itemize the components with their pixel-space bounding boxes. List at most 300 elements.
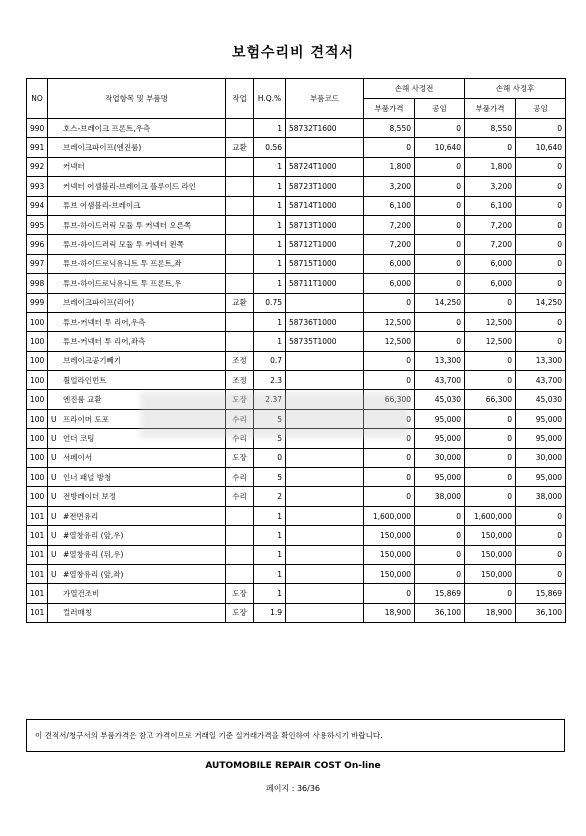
row-no: 997 [27,254,48,273]
row-u-flag: U [51,433,57,443]
row-before-labor: 0 [415,254,465,273]
row-item [48,526,226,545]
row-no: 100 [27,409,48,428]
table-row [27,584,566,603]
row-job [226,177,254,196]
row-item [48,293,226,312]
row-u-flag: U [51,511,57,521]
header-code: 부품코드 [286,79,364,119]
row-before-labor: 13,300 [415,351,465,370]
row-job: 수리 [226,409,254,428]
row-before-parts-price: 0 [364,429,415,448]
row-after-labor: 14,250 [516,293,566,312]
row-after-labor: 43,700 [516,371,566,390]
row-job [226,526,254,545]
row-before-parts-price: 6,000 [364,254,415,273]
row-job [226,235,254,254]
header-after-group: 손해 사정후 [465,79,566,99]
row-after-labor: 15,869 [516,584,566,603]
row-item [48,196,226,215]
row-part-code [286,564,364,583]
table-row [27,506,566,525]
header-hq: H.Q.% [254,79,286,119]
row-part-code [286,526,364,545]
row-item-name: 튜브-커넥터 투 리어,좌측 [63,336,146,346]
row-after-parts-price: 150,000 [465,564,516,583]
row-after-parts-price: 0 [465,429,516,448]
row-before-parts-price: 0 [364,409,415,428]
row-before-parts-price: 8,550 [364,119,415,138]
row-job: 수리 [226,468,254,487]
row-hq: 2 [254,487,286,506]
table-row [27,254,566,273]
table-row [27,526,566,545]
row-before-parts-price: 0 [364,371,415,390]
header-item: 작업항목 및 부품명 [48,79,226,119]
row-after-parts-price: 0 [465,487,516,506]
row-no: 991 [27,138,48,157]
row-before-parts-price: 0 [364,584,415,603]
row-job: 교환 [226,138,254,157]
row-after-labor: 0 [516,332,566,351]
row-item-name: 튜브-하이드로닉유니트 투 프론트,좌 [63,259,182,269]
row-no: 100 [27,351,48,370]
row-job [226,564,254,583]
price-notice: 이 견적서/청구서의 부품가격은 참고 가격이므로 거래일 기준 실거래가격을 확인하여 사용하시기 바랍니다. [26,719,565,752]
row-part-code [286,138,364,157]
row-job [226,545,254,564]
row-item-name: #열창유리 (앞,우) [63,530,124,540]
row-hq: 1 [254,506,286,525]
row-no: 990 [27,119,48,138]
table-row [27,119,566,138]
row-hq: 2.37 [254,390,286,409]
row-u-flag: U [51,569,57,579]
row-before-labor: 0 [415,196,465,215]
row-item-name: 커넥터 [63,162,85,172]
row-after-labor: 0 [516,196,566,215]
row-before-parts-price: 0 [364,468,415,487]
row-no: 998 [27,274,48,293]
row-item [48,119,226,138]
row-hq: 1 [254,332,286,351]
row-no: 101 [27,506,48,525]
row-job [226,157,254,176]
row-u-flag: U [51,550,57,560]
row-hq: 0.7 [254,351,286,370]
table-row [27,196,566,215]
row-before-parts-price: 150,000 [364,545,415,564]
row-before-labor: 95,000 [415,409,465,428]
row-no: 101 [27,526,48,545]
row-part-code [286,603,364,622]
row-hq: 5 [254,409,286,428]
row-after-parts-price: 6,000 [465,254,516,273]
row-item-name: 휠얼라인먼트 [63,375,107,385]
row-item [48,371,226,390]
row-after-labor: 95,000 [516,468,566,487]
row-after-parts-price: 0 [465,584,516,603]
row-after-parts-price: 0 [465,351,516,370]
row-hq: 0 [254,448,286,467]
row-item-name: 서페이서 [63,453,92,463]
row-no: 996 [27,235,48,254]
row-before-labor: 0 [415,215,465,234]
header-before-group: 손해 사정전 [364,79,465,99]
row-before-parts-price: 1,600,000 [364,506,415,525]
row-item-name: 컬러매칭 [63,608,92,618]
row-before-parts-price: 12,500 [364,332,415,351]
row-before-parts-price: 6,000 [364,274,415,293]
table-row [27,235,566,254]
row-item-name: 튜브-하이드로닉유니트 투 프론트,우 [63,278,182,288]
row-after-parts-price: 0 [465,371,516,390]
row-item [48,254,226,273]
row-job [226,196,254,215]
page-number: 페이지 : 36/36 [265,784,321,793]
row-item [48,564,226,583]
row-job [226,332,254,351]
footer-title: AUTOMOBILE REPAIR COST On-line [205,761,381,771]
header-before-labor: 공임 [415,99,465,119]
row-after-labor: 95,000 [516,409,566,428]
row-before-labor: 0 [415,157,465,176]
row-hq: 0.75 [254,293,286,312]
row-hq: 1 [254,584,286,603]
row-item [48,138,226,157]
row-item-name: 인너 패널 방청 [63,472,112,482]
header-job: 작업 [226,79,254,119]
row-after-labor: 36,100 [516,603,566,622]
row-before-parts-price: 150,000 [364,526,415,545]
row-before-labor: 0 [415,235,465,254]
row-before-labor: 0 [415,332,465,351]
row-no: 100 [27,332,48,351]
header-before-parts: 부품가격 [364,99,415,119]
row-part-code [286,584,364,603]
row-after-parts-price: 1,600,000 [465,506,516,525]
row-item [48,487,226,506]
row-item [48,177,226,196]
row-before-labor: 30,000 [415,448,465,467]
row-after-labor: 0 [516,506,566,525]
row-job [226,506,254,525]
row-hq: 5 [254,468,286,487]
row-part-code [286,545,364,564]
row-before-labor: 38,000 [415,487,465,506]
row-part-code [286,371,364,390]
row-job: 교환 [226,293,254,312]
row-item [48,215,226,234]
row-part-code [286,506,364,525]
row-after-parts-price: 0 [465,293,516,312]
table-row [27,603,566,622]
row-before-parts-price: 7,200 [364,215,415,234]
row-job: 도장 [226,584,254,603]
row-no: 100 [27,448,48,467]
estimate-table [26,78,566,623]
row-item-name: 전방레이더 보정 [63,492,117,502]
row-hq: 1 [254,312,286,331]
row-after-parts-price: 18,900 [465,603,516,622]
row-u-flag: U [51,492,57,502]
row-item-name: 브레이크공기빼기 [63,356,121,366]
row-hq: 2.3 [254,371,286,390]
row-item [48,603,226,622]
row-after-parts-price: 3,200 [465,177,516,196]
row-part-code: 58724T1000 [286,157,364,176]
row-item-name: 커넥터 어셈블리-브레이크 플루이드 라인 [63,181,197,191]
row-job [226,119,254,138]
row-hq: 1 [254,526,286,545]
row-no: 100 [27,390,48,409]
row-after-parts-price: 8,550 [465,119,516,138]
header-no: NO [27,79,48,119]
row-before-parts-price: 66,300 [364,390,415,409]
row-item-name: #열창유리 (앞,좌) [63,569,124,579]
table-row [27,545,566,564]
row-hq: 5 [254,429,286,448]
row-job [226,312,254,331]
row-before-labor: 45,030 [415,390,465,409]
row-item-name: 호스-브레이크 프론트,우측 [63,123,151,133]
row-item-name: 튜브 어셈블리-브레이크 [63,201,141,211]
header-after-parts: 부품가격 [465,99,516,119]
row-hq: 1 [254,235,286,254]
row-no: 101 [27,564,48,583]
row-hq: 1 [254,545,286,564]
row-before-parts-price: 1,800 [364,157,415,176]
row-part-code: 58732T1600 [286,119,364,138]
row-item-name: 튜브-커넥터 투 리어,우측 [63,317,146,327]
row-after-labor: 0 [516,157,566,176]
row-after-parts-price: 12,500 [465,312,516,331]
row-before-parts-price: 18,900 [364,603,415,622]
row-part-code: 58735T1000 [286,332,364,351]
row-after-labor: 0 [516,119,566,138]
row-part-code: 58723T1000 [286,177,364,196]
row-hq: 1 [254,274,286,293]
row-before-labor: 43,700 [415,371,465,390]
row-hq: 1 [254,215,286,234]
row-part-code: 58712T1000 [286,235,364,254]
row-no: 999 [27,293,48,312]
row-after-labor: 0 [516,235,566,254]
row-hq: 1 [254,119,286,138]
row-item-name: #열창유리 (뒤,우) [63,550,124,560]
table-row [27,177,566,196]
row-item [48,448,226,467]
row-item [48,584,226,603]
row-hq: 1.9 [254,603,286,622]
row-u-flag: U [51,414,57,424]
row-after-parts-price: 0 [465,448,516,467]
row-before-labor: 15,869 [415,584,465,603]
row-item-name: 튜브-하이드러릭 모듈 투 커넥터 오른쪽 [63,220,192,230]
row-before-labor: 0 [415,177,465,196]
table-row [27,274,566,293]
row-no: 992 [27,157,48,176]
row-before-labor: 10,640 [415,138,465,157]
header-after-labor: 공임 [516,99,566,119]
row-part-code [286,351,364,370]
row-after-parts-price: 66,300 [465,390,516,409]
row-no: 993 [27,177,48,196]
row-before-labor: 36,100 [415,603,465,622]
row-before-parts-price: 0 [364,448,415,467]
row-job [226,274,254,293]
row-item [48,351,226,370]
row-before-parts-price: 7,200 [364,235,415,254]
row-hq: 1 [254,564,286,583]
row-item [48,235,226,254]
row-part-code: 58715T1000 [286,254,364,273]
row-after-parts-price: 7,200 [465,215,516,234]
row-no: 101 [27,545,48,564]
row-job [226,215,254,234]
table-row [27,157,566,176]
row-before-labor: 95,000 [415,468,465,487]
row-hq: 1 [254,157,286,176]
row-hq: 0.56 [254,138,286,157]
row-after-parts-price: 0 [465,409,516,428]
row-job: 조정 [226,351,254,370]
row-item [48,274,226,293]
row-item [48,468,226,487]
row-job: 수리 [226,429,254,448]
row-no: 100 [27,371,48,390]
row-after-labor: 30,000 [516,448,566,467]
row-after-parts-price: 150,000 [465,545,516,564]
row-before-labor: 0 [415,545,465,564]
row-after-labor: 45,030 [516,390,566,409]
row-item-name: 튜브-하이드러릭 모듈 투 커넥터 왼쪽 [63,240,184,250]
row-before-parts-price: 3,200 [364,177,415,196]
row-item [48,157,226,176]
table-row [27,312,566,331]
row-part-code: 58711T1000 [286,274,364,293]
row-part-code [286,293,364,312]
row-before-parts-price: 6,100 [364,196,415,215]
row-u-flag: U [51,472,57,482]
row-item [48,545,226,564]
row-no: 994 [27,196,48,215]
row-part-code: 58713T1000 [286,215,364,234]
row-no: 100 [27,429,48,448]
row-before-parts-price: 150,000 [364,564,415,583]
row-before-parts-price: 0 [364,487,415,506]
row-after-labor: 95,000 [516,429,566,448]
row-before-labor: 0 [415,312,465,331]
row-before-parts-price: 0 [364,293,415,312]
row-after-labor: 0 [516,312,566,331]
row-before-labor: 0 [415,564,465,583]
table-row [27,215,566,234]
document-title: 보험수리비 견적서 [231,45,355,61]
row-u-flag: U [51,453,57,463]
row-before-labor: 0 [415,274,465,293]
row-after-labor: 0 [516,564,566,583]
row-after-labor: 10,640 [516,138,566,157]
table-row [27,293,566,312]
row-after-parts-price: 7,200 [465,235,516,254]
table-row [27,448,566,467]
row-part-code: 58714T1000 [286,196,364,215]
row-part-code [286,487,364,506]
row-item-name: 브레이크파이프(엔진룸) [63,143,142,153]
row-hq: 1 [254,177,286,196]
table-row [27,487,566,506]
table-row [27,351,566,370]
row-no: 100 [27,312,48,331]
row-after-parts-price: 150,000 [465,526,516,545]
row-after-parts-price: 6,000 [465,274,516,293]
row-before-parts-price: 0 [364,351,415,370]
row-no: 101 [27,584,48,603]
table-row [27,138,566,157]
row-item-name: 엔진룸 교환 [63,395,102,405]
row-before-labor: 0 [415,506,465,525]
row-job: 도장 [226,448,254,467]
row-no: 101 [27,603,48,622]
row-item-name: 브레이크파이프(리어) [63,298,135,308]
row-part-code [286,448,364,467]
row-hq: 1 [254,254,286,273]
row-before-labor: 14,250 [415,293,465,312]
row-item [48,312,226,331]
row-job [226,254,254,273]
row-after-labor: 0 [516,274,566,293]
row-after-parts-price: 0 [465,468,516,487]
row-after-parts-price: 1,800 [465,157,516,176]
row-before-labor: 95,000 [415,429,465,448]
row-hq: 1 [254,196,286,215]
row-item-name: #전면유리 [63,511,99,521]
row-before-parts-price: 0 [364,138,415,157]
row-after-labor: 0 [516,177,566,196]
row-no: 100 [27,468,48,487]
row-u-flag: U [51,530,57,540]
row-after-labor: 0 [516,215,566,234]
row-after-parts-price: 6,100 [465,196,516,215]
row-after-parts-price: 12,500 [465,332,516,351]
row-before-labor: 0 [415,119,465,138]
row-part-code: 58736T1000 [286,312,364,331]
table-row [27,371,566,390]
row-no: 100 [27,487,48,506]
watermark [140,392,410,438]
row-part-code [286,468,364,487]
row-after-labor: 13,300 [516,351,566,370]
row-item-name: 언더 코팅 [63,433,95,443]
table-row [27,468,566,487]
row-item-name: 프라이머 도포 [63,414,109,424]
table-body [27,119,566,623]
row-item-name: 가열건조비 [63,589,100,599]
row-after-labor: 0 [516,254,566,273]
row-no: 995 [27,215,48,234]
row-before-parts-price: 12,500 [364,312,415,331]
row-after-labor: 38,000 [516,487,566,506]
row-after-labor: 0 [516,526,566,545]
row-before-labor: 0 [415,526,465,545]
row-job: 도장 [226,603,254,622]
row-item [48,332,226,351]
row-job: 도장 [226,390,254,409]
row-after-parts-price: 0 [465,138,516,157]
row-item [48,506,226,525]
row-after-labor: 0 [516,545,566,564]
